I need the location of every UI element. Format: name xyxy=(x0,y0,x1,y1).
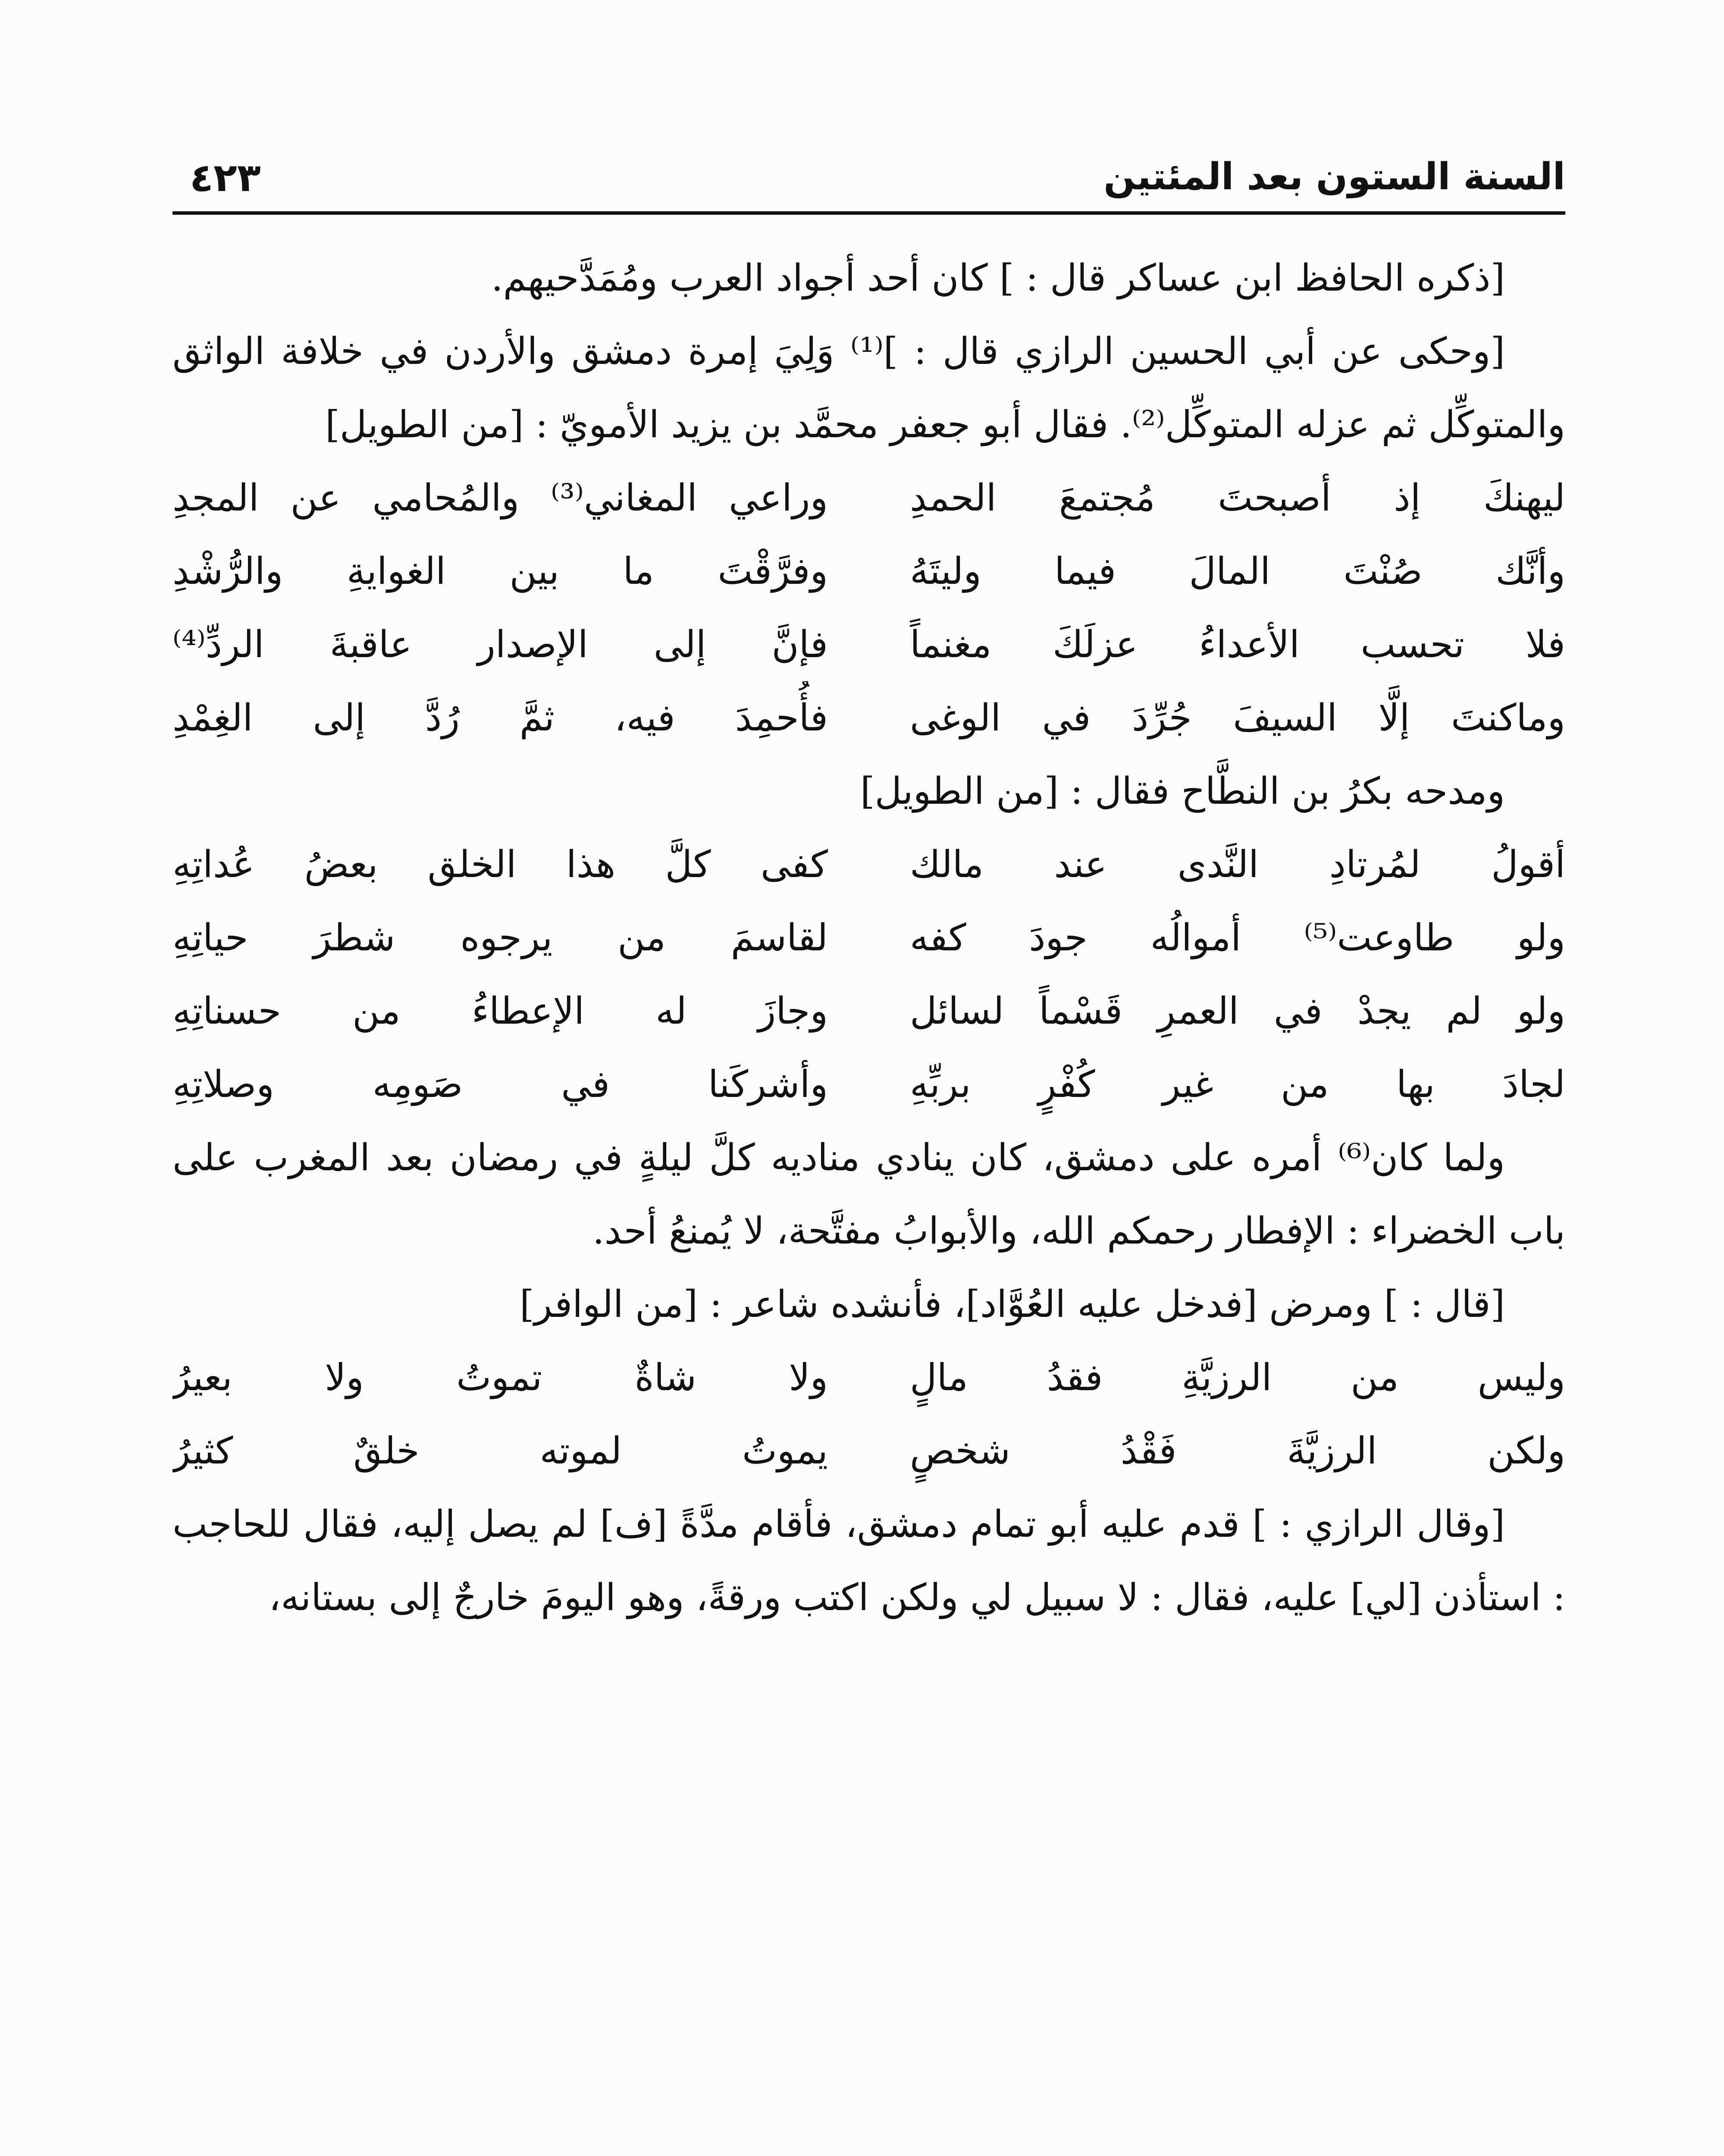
paragraph-2: [وحكى عن أبي الحسين الرازي قال : ]⁽¹⁾ وَلِيَ إمرة دمشق والأردن في خلافة الواثق والمتوكِّل ثم عزله المتوكِّل⁽²⁾. فقال أبو جعفر محمَّد بن يزيد الأمويّ : [من الطويل] xyxy=(172,330,1565,446)
paragraph-6: [وقال الرازي : ] قدم عليه أبو تمام دمشق، فأقام مدَّةً [ف] لم يصل إليه، فقال للحاجب : استأذن [لي] عليه، فقال : لا سبيل لي ولكن اكتب ورقةً، وهو اليومَ خارجٌ إلى بستانه، xyxy=(172,1503,1565,1619)
verse-first-hemistich: ولو طاوعت⁽⁵⁾ أموالُه جودَ كفه xyxy=(910,916,1565,959)
verse-second-hemistich: وفرَّقْتَ ما بين الغوايةِ والرُّشْدِ xyxy=(172,550,828,593)
running-title: السنة الستون بعد المئتين xyxy=(1103,155,1565,198)
verse-first-hemistich: أقولُ لمُرتادِ النَّدى عند مالك xyxy=(910,843,1565,886)
poem-3 xyxy=(172,1341,1565,1488)
verse-line xyxy=(172,975,1565,1048)
verse-second-hemistich: فإنَّ إلى الإصدار عاقبةَ الردِّ⁽⁴⁾ xyxy=(172,623,828,666)
main-text xyxy=(172,241,1565,1634)
poem-1 xyxy=(172,461,1565,755)
verse-first-hemistich: وليس من الرزيَّةِ فقدُ مالٍ xyxy=(910,1356,1565,1399)
verse-second-hemistich: وراعي المغاني⁽³⁾ والمُحامي عن المجدِ xyxy=(172,476,828,520)
verse-line xyxy=(172,1048,1565,1121)
verse-line xyxy=(172,1341,1565,1414)
verse-second-hemistich: لقاسمَ من يرجوه شطرَ حياتِهِ xyxy=(172,916,828,959)
verse-line xyxy=(172,461,1565,535)
verse-second-hemistich: وجازَ له الإعطاءُ من حسناتِهِ xyxy=(172,990,828,1033)
verse-line xyxy=(172,681,1565,755)
verse-second-hemistich: وأشركَنا في صَومِه وصلاتِهِ xyxy=(172,1063,828,1106)
page-header xyxy=(172,142,1565,215)
verse-second-hemistich: يموتُ لموته خلقٌ كثيرُ xyxy=(172,1429,828,1473)
verse-line xyxy=(172,1414,1565,1488)
verse-second-hemistich: فأُحمِدَ فيه، ثمَّ رُدَّ إلى الغِمْدِ xyxy=(172,696,828,740)
verse-first-hemistich: ولكن الرزيَّةَ فَقْدُ شخصٍ xyxy=(910,1429,1565,1473)
verse-line xyxy=(172,901,1565,975)
verse-line xyxy=(172,828,1565,901)
paragraph-4: ولما كان⁽⁶⁾ أمره على دمشق، كان ينادي مناديه كلَّ ليلةٍ في رمضان بعد المغرب على باب الخضراء : الإفطار رحمكم الله، والأبوابُ مفتَّحة، لا يُمنعُ أحد. xyxy=(172,1136,1565,1253)
verse-line xyxy=(172,608,1565,681)
poem-2 xyxy=(172,828,1565,1121)
verse-first-hemistich: فلا تحسب الأعداءُ عزلَكَ مغنماً xyxy=(910,623,1565,666)
verse-second-hemistich: ولا شاةٌ تموتُ ولا بعيرُ xyxy=(172,1356,828,1399)
verse-first-hemistich: ليهنكَ إذ أصبحتَ مُجتمعَ الحمدِ xyxy=(910,476,1565,520)
verse-line xyxy=(172,535,1565,608)
page-number: ٤٢٣ xyxy=(190,155,261,201)
paragraph-3: ومدحه بكرُ بن النطَّاح فقال : [من الطويل] xyxy=(860,770,1505,813)
verse-second-hemistich: كفى كلَّ هذا الخلق بعضُ عُداتِهِ xyxy=(172,843,828,886)
book-page xyxy=(172,142,1565,2156)
paragraph-5: [قال : ] ومرض [فدخل عليه العُوَّاد]، فأنشده شاعر : [من الوافر] xyxy=(520,1283,1505,1326)
verse-first-hemistich: لجادَ بها من غير كُفْرٍ بربِّهِ xyxy=(910,1063,1565,1106)
verse-first-hemistich: وماكنتَ إلَّا السيفَ جُرِّدَ في الوغى xyxy=(910,696,1565,740)
verse-first-hemistich: ولو لم يجدْ في العمرِ قَسْماً لسائل xyxy=(910,990,1565,1033)
verse-first-hemistich: وأنَّك صُنْتَ المالَ فيما وليتَهُ xyxy=(910,550,1565,593)
paragraph-1: [ذكره الحافظ ابن عساكر قال : ] كان أحد أجواد العرب ومُمَدَّحيهم. xyxy=(491,257,1505,300)
